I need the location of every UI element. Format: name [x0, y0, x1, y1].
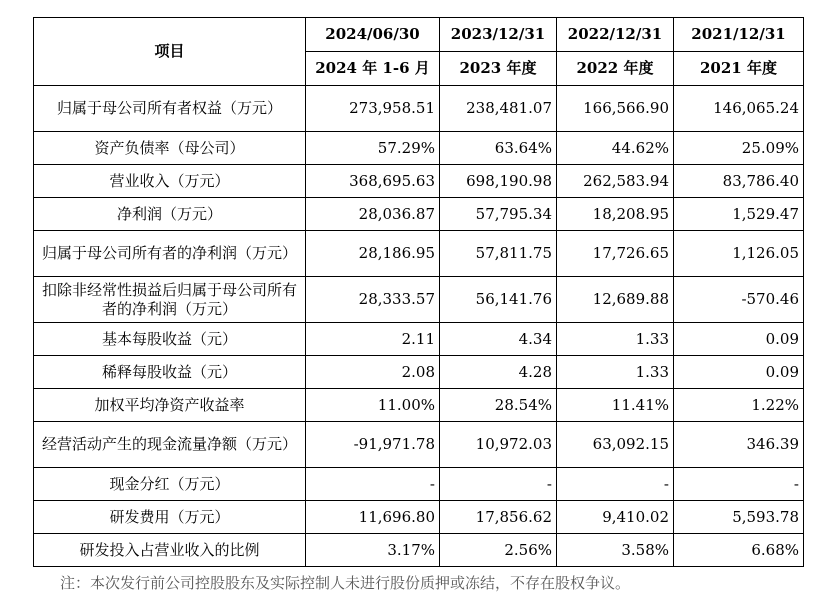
row-value: 57,795.34 — [440, 198, 557, 231]
row-value: 44.62% — [557, 132, 674, 165]
table-row — [34, 132, 804, 165]
row-value: 28,036.87 — [306, 198, 440, 231]
table-row — [34, 86, 804, 132]
header-item: 项目 — [34, 18, 306, 86]
row-value: - — [306, 468, 440, 501]
row-value: 698,190.98 — [440, 165, 557, 198]
row-value: 3.58% — [557, 534, 674, 567]
row-label: 研发投入占营业收入的比例 — [34, 534, 306, 567]
row-value: 238,481.07 — [440, 86, 557, 132]
header-date: 2021/12/31 — [674, 18, 804, 52]
header-period: 2024 年 1-6 月 — [306, 52, 440, 86]
table-row — [34, 231, 804, 277]
table-row — [34, 501, 804, 534]
row-value: 2.08 — [306, 356, 440, 389]
row-value: -570.46 — [674, 277, 804, 323]
row-value: 262,583.94 — [557, 165, 674, 198]
row-label: 现金分红（万元） — [34, 468, 306, 501]
row-value: 1.33 — [557, 356, 674, 389]
table-row — [34, 323, 804, 356]
row-value: 5,593.78 — [674, 501, 804, 534]
header-date: 2024/06/30 — [306, 18, 440, 52]
row-value: 83,786.40 — [674, 165, 804, 198]
row-label: 稀释每股收益（元） — [34, 356, 306, 389]
row-value: 18,208.95 — [557, 198, 674, 231]
financial-data-table — [33, 17, 804, 567]
row-value: 166,566.90 — [557, 86, 674, 132]
row-value: 11,696.80 — [306, 501, 440, 534]
row-label: 加权平均净资产收益率 — [34, 389, 306, 422]
row-value: - — [440, 468, 557, 501]
row-value: 63.64% — [440, 132, 557, 165]
row-value: 1.22% — [674, 389, 804, 422]
table-row — [34, 356, 804, 389]
row-value: 1,126.05 — [674, 231, 804, 277]
table-body — [34, 86, 804, 567]
row-value: 346.39 — [674, 422, 804, 468]
table-row — [34, 468, 804, 501]
row-label: 归属于母公司所有者的净利润（万元） — [34, 231, 306, 277]
table-row — [34, 389, 804, 422]
row-value: 4.34 — [440, 323, 557, 356]
row-value: 57.29% — [306, 132, 440, 165]
row-value: 1,529.47 — [674, 198, 804, 231]
row-value: 2.11 — [306, 323, 440, 356]
table-row — [34, 422, 804, 468]
row-value: 273,958.51 — [306, 86, 440, 132]
row-value: 2.56% — [440, 534, 557, 567]
row-value: 3.17% — [306, 534, 440, 567]
row-label: 研发费用（万元） — [34, 501, 306, 534]
row-value: 368,695.63 — [306, 165, 440, 198]
row-value: 28,333.57 — [306, 277, 440, 323]
row-value: 10,972.03 — [440, 422, 557, 468]
row-value: 6.68% — [674, 534, 804, 567]
row-value: 17,856.62 — [440, 501, 557, 534]
row-label: 资产负债率（母公司） — [34, 132, 306, 165]
row-label: 经营活动产生的现金流量净额（万元） — [34, 422, 306, 468]
row-value: 12,689.88 — [557, 277, 674, 323]
table-row — [34, 534, 804, 567]
row-value: 25.09% — [674, 132, 804, 165]
row-value: 63,092.15 — [557, 422, 674, 468]
footnote-clipped: 注：本次发行前公司控股股东及实际控制人未进行股份质押或冻结，不存在股权争议。 — [60, 574, 631, 592]
header-date: 2022/12/31 — [557, 18, 674, 52]
table-row — [34, 198, 804, 231]
row-value: 1.33 — [557, 323, 674, 356]
row-label: 归属于母公司所有者权益（万元） — [34, 86, 306, 132]
table-row — [34, 165, 804, 198]
row-value: 146,065.24 — [674, 86, 804, 132]
row-value: 28,186.95 — [306, 231, 440, 277]
row-label: 营业收入（万元） — [34, 165, 306, 198]
row-value: 11.00% — [306, 389, 440, 422]
row-value: - — [557, 468, 674, 501]
row-value: - — [674, 468, 804, 501]
header-period: 2023 年度 — [440, 52, 557, 86]
row-value: 56,141.76 — [440, 277, 557, 323]
header-period: 2022 年度 — [557, 52, 674, 86]
row-value: -91,971.78 — [306, 422, 440, 468]
table-row — [34, 277, 804, 323]
row-value: 28.54% — [440, 389, 557, 422]
row-label: 净利润（万元） — [34, 198, 306, 231]
row-value: 17,726.65 — [557, 231, 674, 277]
row-label: 扣除非经常性损益后归属于母公司所有者的净利润（万元） — [34, 277, 306, 323]
header-date: 2023/12/31 — [440, 18, 557, 52]
header-row-dates — [34, 18, 804, 52]
row-value: 9,410.02 — [557, 501, 674, 534]
row-value: 4.28 — [440, 356, 557, 389]
row-value: 11.41% — [557, 389, 674, 422]
row-value: 0.09 — [674, 323, 804, 356]
header-period: 2021 年度 — [674, 52, 804, 86]
row-value: 57,811.75 — [440, 231, 557, 277]
row-label: 基本每股收益（元） — [34, 323, 306, 356]
row-value: 0.09 — [674, 356, 804, 389]
